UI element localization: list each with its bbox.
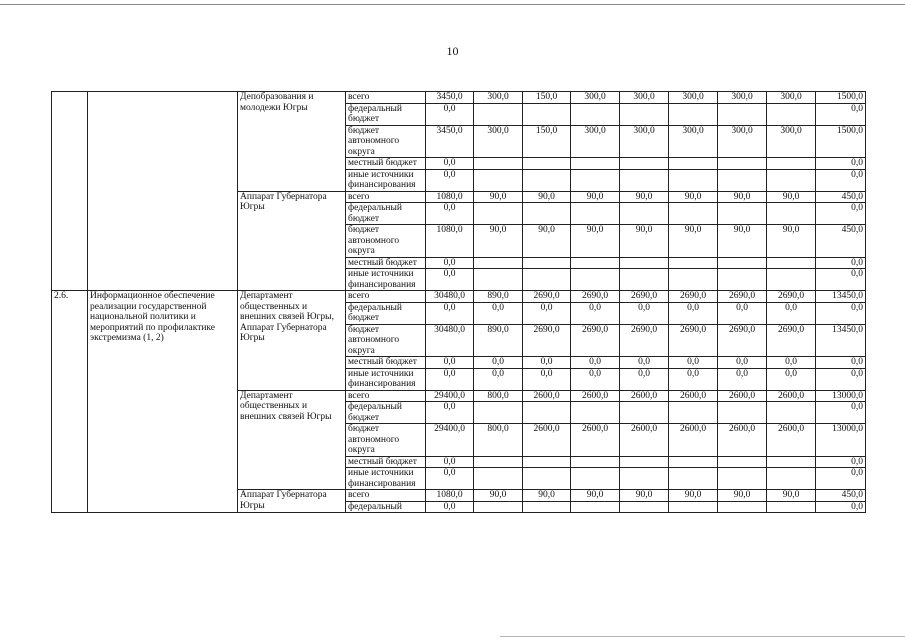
value-cell: 300,0 bbox=[767, 125, 816, 158]
value-cell: 90,0 bbox=[767, 490, 816, 502]
value-cell: 90,0 bbox=[474, 191, 523, 203]
value-cell bbox=[767, 103, 816, 125]
value-cell bbox=[669, 257, 718, 269]
value-cell bbox=[620, 468, 669, 490]
value-cell: 0,0 bbox=[523, 357, 571, 369]
value-cell bbox=[523, 456, 571, 468]
value-cell: 2600,0 bbox=[523, 390, 571, 402]
funding-source: местный бюджет bbox=[346, 158, 426, 170]
value-cell bbox=[718, 468, 767, 490]
value-cell bbox=[474, 169, 523, 191]
value-cell bbox=[718, 269, 767, 291]
value-cell bbox=[767, 169, 816, 191]
value-cell: 0,0 bbox=[718, 357, 767, 369]
value-cell: 0,0 bbox=[571, 302, 620, 324]
value-cell: 300,0 bbox=[718, 92, 767, 104]
value-cell: 2690,0 bbox=[571, 324, 620, 357]
value-cell: 300,0 bbox=[620, 92, 669, 104]
total-cell: 13000,0 bbox=[816, 424, 866, 457]
value-cell: 30480,0 bbox=[426, 324, 474, 357]
value-cell: 2600,0 bbox=[767, 390, 816, 402]
value-cell: 0,0 bbox=[426, 302, 474, 324]
funding-source: федеральный бюджет bbox=[346, 302, 426, 324]
value-cell: 30480,0 bbox=[426, 291, 474, 303]
page-number: 10 bbox=[446, 44, 459, 58]
total-cell: 0,0 bbox=[816, 402, 866, 424]
executor-name: Аппарат Губернатора Югры bbox=[238, 191, 346, 291]
value-cell bbox=[669, 103, 718, 125]
value-cell: 0,0 bbox=[426, 269, 474, 291]
executor-name: Аппарат Губернатора Югры bbox=[238, 490, 346, 513]
value-cell bbox=[523, 402, 571, 424]
funding-source: иные источники финансирования bbox=[346, 468, 426, 490]
value-cell: 300,0 bbox=[571, 125, 620, 158]
value-cell bbox=[523, 468, 571, 490]
value-cell: 2600,0 bbox=[620, 390, 669, 402]
value-cell: 2690,0 bbox=[718, 324, 767, 357]
value-cell: 0,0 bbox=[426, 501, 474, 513]
value-cell bbox=[767, 257, 816, 269]
section-code: 2.6. bbox=[52, 291, 88, 513]
value-cell: 0,0 bbox=[474, 357, 523, 369]
value-cell: 2690,0 bbox=[571, 291, 620, 303]
value-cell bbox=[571, 269, 620, 291]
value-cell: 2690,0 bbox=[620, 291, 669, 303]
value-cell bbox=[571, 257, 620, 269]
section-title: Информационное обеспечение реализации государственной национальной политики и мероприятий по профилактике экстремизма (1, 2) bbox=[88, 291, 238, 513]
value-cell: 300,0 bbox=[620, 125, 669, 158]
value-cell: 800,0 bbox=[474, 390, 523, 402]
value-cell bbox=[718, 501, 767, 513]
value-cell bbox=[718, 456, 767, 468]
total-cell: 0,0 bbox=[816, 158, 866, 170]
value-cell bbox=[620, 257, 669, 269]
value-cell: 1080,0 bbox=[426, 490, 474, 502]
value-cell bbox=[523, 501, 571, 513]
value-cell: 0,0 bbox=[426, 456, 474, 468]
value-cell: 90,0 bbox=[669, 490, 718, 502]
executor-name: Депобразования и молодежи Югры bbox=[238, 92, 346, 192]
value-cell: 2600,0 bbox=[571, 424, 620, 457]
funding-source: всего bbox=[346, 92, 426, 104]
funding-source: местный бюджет bbox=[346, 257, 426, 269]
value-cell bbox=[474, 257, 523, 269]
value-cell: 90,0 bbox=[523, 490, 571, 502]
value-cell: 0,0 bbox=[474, 368, 523, 390]
value-cell: 0,0 bbox=[523, 302, 571, 324]
financing-table bbox=[51, 91, 866, 513]
total-cell: 450,0 bbox=[816, 191, 866, 203]
total-cell: 0,0 bbox=[816, 169, 866, 191]
value-cell bbox=[620, 402, 669, 424]
value-cell: 0,0 bbox=[767, 368, 816, 390]
total-cell: 0,0 bbox=[816, 269, 866, 291]
funding-source: бюджет автономного округа bbox=[346, 324, 426, 357]
value-cell bbox=[620, 203, 669, 225]
value-cell bbox=[571, 402, 620, 424]
value-cell: 2690,0 bbox=[767, 291, 816, 303]
section-code bbox=[52, 92, 88, 291]
value-cell bbox=[523, 169, 571, 191]
value-cell: 2600,0 bbox=[718, 390, 767, 402]
total-cell: 13000,0 bbox=[816, 390, 866, 402]
value-cell bbox=[767, 402, 816, 424]
value-cell bbox=[620, 501, 669, 513]
funding-source: иные источники финансирования bbox=[346, 368, 426, 390]
value-cell: 300,0 bbox=[474, 92, 523, 104]
value-cell bbox=[767, 269, 816, 291]
value-cell bbox=[767, 501, 816, 513]
value-cell: 3450,0 bbox=[426, 92, 474, 104]
executor-name: Департамент общественных и внешних связей Югры bbox=[238, 390, 346, 490]
value-cell: 90,0 bbox=[718, 490, 767, 502]
value-cell: 0,0 bbox=[426, 169, 474, 191]
value-cell bbox=[474, 501, 523, 513]
value-cell bbox=[474, 158, 523, 170]
total-cell: 0,0 bbox=[816, 468, 866, 490]
value-cell: 29400,0 bbox=[426, 424, 474, 457]
value-cell: 2690,0 bbox=[523, 291, 571, 303]
funding-source: бюджет автономного округа bbox=[346, 225, 426, 258]
value-cell bbox=[718, 103, 767, 125]
value-cell bbox=[718, 402, 767, 424]
value-cell: 0,0 bbox=[669, 357, 718, 369]
value-cell bbox=[718, 203, 767, 225]
value-cell: 90,0 bbox=[718, 191, 767, 203]
value-cell: 2600,0 bbox=[767, 424, 816, 457]
value-cell: 300,0 bbox=[669, 125, 718, 158]
value-cell bbox=[718, 169, 767, 191]
value-cell: 90,0 bbox=[620, 225, 669, 258]
table-row bbox=[52, 291, 866, 303]
total-cell: 0,0 bbox=[816, 368, 866, 390]
value-cell: 2690,0 bbox=[669, 291, 718, 303]
value-cell: 0,0 bbox=[426, 357, 474, 369]
value-cell: 2600,0 bbox=[669, 424, 718, 457]
value-cell: 0,0 bbox=[620, 368, 669, 390]
value-cell: 0,0 bbox=[620, 357, 669, 369]
value-cell bbox=[767, 203, 816, 225]
value-cell bbox=[474, 402, 523, 424]
value-cell bbox=[474, 456, 523, 468]
value-cell: 90,0 bbox=[718, 225, 767, 258]
value-cell bbox=[523, 203, 571, 225]
value-cell: 890,0 bbox=[474, 291, 523, 303]
value-cell: 3450,0 bbox=[426, 125, 474, 158]
value-cell: 300,0 bbox=[571, 92, 620, 104]
total-cell: 13450,0 bbox=[816, 324, 866, 357]
total-cell: 0,0 bbox=[816, 302, 866, 324]
table-row bbox=[52, 92, 866, 104]
funding-source: всего bbox=[346, 191, 426, 203]
value-cell: 0,0 bbox=[426, 368, 474, 390]
value-cell: 90,0 bbox=[620, 191, 669, 203]
value-cell: 2690,0 bbox=[669, 324, 718, 357]
value-cell: 0,0 bbox=[669, 368, 718, 390]
value-cell bbox=[571, 456, 620, 468]
value-cell bbox=[669, 468, 718, 490]
value-cell: 300,0 bbox=[474, 125, 523, 158]
value-cell bbox=[669, 456, 718, 468]
value-cell bbox=[669, 203, 718, 225]
value-cell: 2690,0 bbox=[718, 291, 767, 303]
total-cell: 450,0 bbox=[816, 490, 866, 502]
value-cell: 150,0 bbox=[523, 92, 571, 104]
funding-source: федеральный бюджет bbox=[346, 402, 426, 424]
total-cell: 13450,0 bbox=[816, 291, 866, 303]
total-cell: 450,0 bbox=[816, 225, 866, 258]
value-cell: 1080,0 bbox=[426, 191, 474, 203]
total-cell: 0,0 bbox=[816, 203, 866, 225]
value-cell: 0,0 bbox=[718, 302, 767, 324]
value-cell: 2690,0 bbox=[767, 324, 816, 357]
value-cell: 0,0 bbox=[523, 368, 571, 390]
value-cell bbox=[767, 456, 816, 468]
value-cell bbox=[767, 158, 816, 170]
value-cell bbox=[474, 103, 523, 125]
total-cell: 0,0 bbox=[816, 501, 866, 513]
value-cell bbox=[474, 269, 523, 291]
value-cell: 2690,0 bbox=[523, 324, 571, 357]
funding-source: местный бюджет bbox=[346, 357, 426, 369]
value-cell: 90,0 bbox=[767, 225, 816, 258]
value-cell: 0,0 bbox=[620, 302, 669, 324]
value-cell bbox=[523, 103, 571, 125]
value-cell: 0,0 bbox=[571, 368, 620, 390]
value-cell: 0,0 bbox=[426, 203, 474, 225]
value-cell: 0,0 bbox=[426, 257, 474, 269]
value-cell bbox=[620, 169, 669, 191]
value-cell bbox=[571, 501, 620, 513]
funding-source: федеральный бюджет bbox=[346, 103, 426, 125]
value-cell: 90,0 bbox=[571, 490, 620, 502]
value-cell: 0,0 bbox=[571, 357, 620, 369]
value-cell: 2600,0 bbox=[620, 424, 669, 457]
value-cell: 0,0 bbox=[669, 302, 718, 324]
value-cell: 90,0 bbox=[571, 191, 620, 203]
value-cell: 890,0 bbox=[474, 324, 523, 357]
value-cell: 150,0 bbox=[523, 125, 571, 158]
value-cell: 300,0 bbox=[767, 92, 816, 104]
total-cell: 0,0 bbox=[816, 257, 866, 269]
value-cell bbox=[523, 257, 571, 269]
value-cell bbox=[620, 269, 669, 291]
value-cell: 0,0 bbox=[426, 468, 474, 490]
value-cell: 0,0 bbox=[426, 158, 474, 170]
value-cell: 2600,0 bbox=[523, 424, 571, 457]
value-cell bbox=[620, 456, 669, 468]
value-cell bbox=[474, 468, 523, 490]
value-cell: 90,0 bbox=[669, 191, 718, 203]
value-cell: 90,0 bbox=[669, 225, 718, 258]
section-title bbox=[88, 92, 238, 291]
value-cell bbox=[523, 158, 571, 170]
value-cell: 29400,0 bbox=[426, 390, 474, 402]
value-cell: 300,0 bbox=[669, 92, 718, 104]
value-cell: 0,0 bbox=[767, 357, 816, 369]
value-cell: 90,0 bbox=[523, 225, 571, 258]
scan-edge-top bbox=[0, 4, 905, 5]
funding-source: федеральный бюджет bbox=[346, 203, 426, 225]
value-cell: 2690,0 bbox=[620, 324, 669, 357]
funding-source: федеральный bbox=[346, 501, 426, 513]
value-cell: 1080,0 bbox=[426, 225, 474, 258]
value-cell bbox=[718, 257, 767, 269]
value-cell: 300,0 bbox=[718, 125, 767, 158]
value-cell: 2600,0 bbox=[571, 390, 620, 402]
value-cell: 90,0 bbox=[474, 225, 523, 258]
total-cell: 1500,0 bbox=[816, 125, 866, 158]
total-cell: 0,0 bbox=[816, 103, 866, 125]
scan-edge-bottom bbox=[500, 636, 905, 637]
value-cell: 90,0 bbox=[474, 490, 523, 502]
value-cell: 90,0 bbox=[620, 490, 669, 502]
value-cell bbox=[669, 158, 718, 170]
funding-source: бюджет автономного округа bbox=[346, 424, 426, 457]
value-cell bbox=[669, 501, 718, 513]
value-cell bbox=[669, 269, 718, 291]
value-cell bbox=[669, 402, 718, 424]
value-cell bbox=[571, 103, 620, 125]
value-cell: 800,0 bbox=[474, 424, 523, 457]
funding-source: иные источники финансирования bbox=[346, 269, 426, 291]
value-cell bbox=[571, 158, 620, 170]
value-cell bbox=[474, 203, 523, 225]
value-cell bbox=[669, 169, 718, 191]
value-cell: 0,0 bbox=[426, 402, 474, 424]
executor-name: Департамент общественных и внешних связей Югры, Аппарат Губернатора Югры bbox=[238, 291, 346, 391]
funding-source: местный бюджет bbox=[346, 456, 426, 468]
value-cell bbox=[571, 203, 620, 225]
value-cell bbox=[767, 468, 816, 490]
value-cell bbox=[620, 103, 669, 125]
funding-source: бюджет автономного округа bbox=[346, 125, 426, 158]
value-cell bbox=[523, 269, 571, 291]
value-cell bbox=[620, 158, 669, 170]
funding-source: всего bbox=[346, 291, 426, 303]
value-cell: 2600,0 bbox=[718, 424, 767, 457]
total-cell: 1500,0 bbox=[816, 92, 866, 104]
value-cell bbox=[571, 468, 620, 490]
value-cell bbox=[571, 169, 620, 191]
value-cell: 90,0 bbox=[571, 225, 620, 258]
total-cell: 0,0 bbox=[816, 456, 866, 468]
funding-source: всего bbox=[346, 390, 426, 402]
value-cell: 90,0 bbox=[767, 191, 816, 203]
funding-source: иные источники финансирования bbox=[346, 169, 426, 191]
total-cell: 0,0 bbox=[816, 357, 866, 369]
value-cell: 0,0 bbox=[767, 302, 816, 324]
value-cell: 2600,0 bbox=[669, 390, 718, 402]
value-cell: 0,0 bbox=[474, 302, 523, 324]
funding-source: всего bbox=[346, 490, 426, 502]
value-cell: 0,0 bbox=[426, 103, 474, 125]
value-cell bbox=[718, 158, 767, 170]
value-cell: 90,0 bbox=[523, 191, 571, 203]
value-cell: 0,0 bbox=[718, 368, 767, 390]
